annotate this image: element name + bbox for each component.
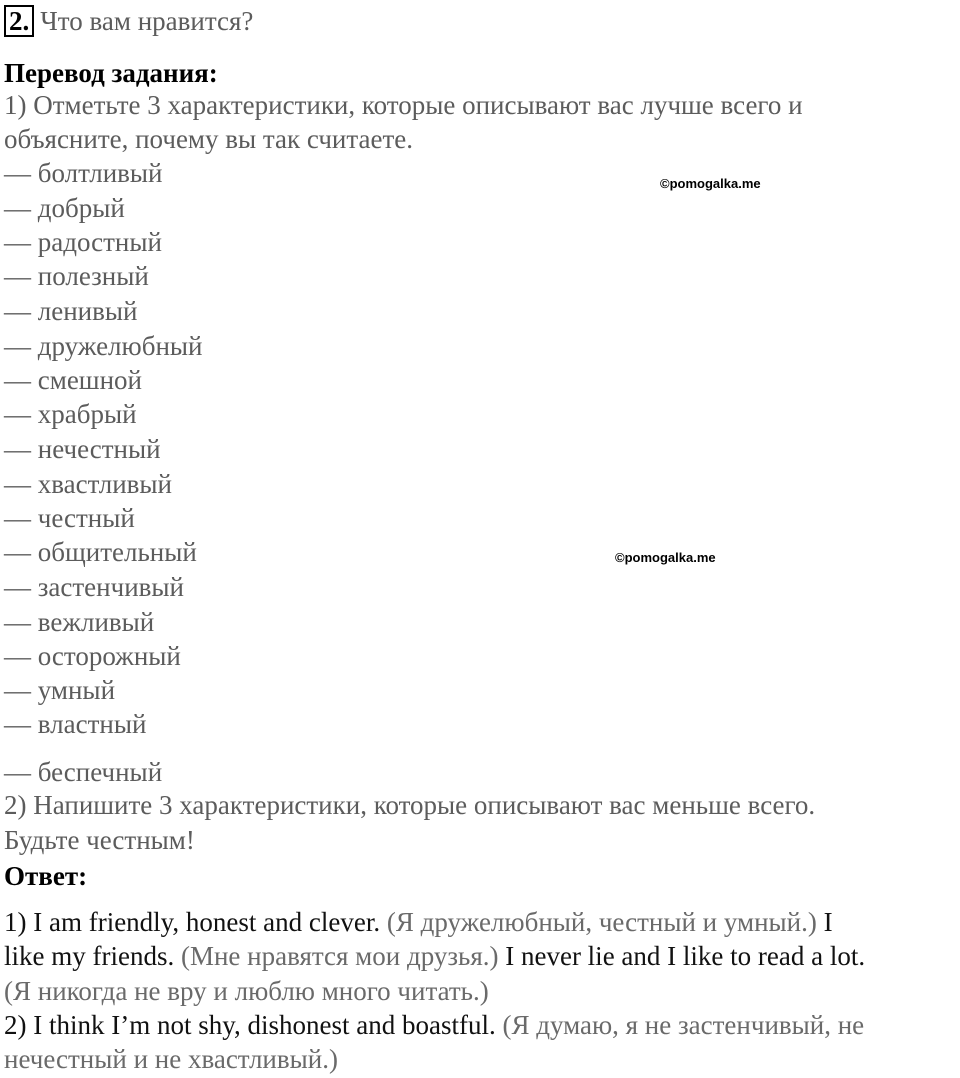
trait-item: — смешной: [4, 365, 142, 395]
answer-text: like my friends.: [4, 941, 175, 971]
answer-text: I never lie and I like to read a lot.: [505, 941, 866, 971]
trait-item: — честный: [4, 503, 135, 533]
answer-translation: (Я думаю, я не застенчивый, не: [502, 1010, 865, 1040]
trait-item: — застенчивый: [4, 572, 184, 602]
instruction-line: объясните, почему вы так считаете.: [4, 124, 413, 154]
trait-item: — умный: [4, 675, 116, 705]
answer-translation: нечестный и не хвастливый.): [4, 1044, 338, 1074]
answer-line: [4, 905, 833, 939]
instruction-line: 2) Напишите 3 характеристики, которые описывают вас меньше всего.: [4, 790, 816, 820]
answer-text: 2) I think I’m not shy, dishonest and boastful.: [4, 1010, 496, 1040]
instruction-line: 1) Отметьте 3 характеристики, которые описывают вас лучше всего и: [4, 90, 803, 120]
instruction-line: Будьте честным!: [4, 825, 195, 855]
trait-item: — нечестный: [4, 434, 161, 464]
trait-item: — хвастливый: [4, 469, 172, 499]
answer-heading: Ответ:: [4, 861, 88, 891]
trait-item: — ленивый: [4, 296, 138, 326]
watermark: ©pomogalka.me: [660, 176, 761, 191]
answer-translation: (Я дружелюбный, честный и умный.): [386, 907, 817, 937]
answer-text: I: [823, 907, 833, 937]
trait-item: — общительный: [4, 537, 197, 567]
trait-item: — дружелюбный: [4, 331, 203, 361]
answer-translation: (Мне нравятся мои друзья.): [180, 941, 499, 971]
task-title: Что вам нравится?: [40, 6, 254, 36]
trait-item: — властный: [4, 709, 147, 739]
trait-item: — добрый: [4, 193, 125, 223]
translation-heading: Перевод задания:: [4, 58, 218, 88]
answer-line: [4, 1008, 864, 1042]
answer-text: 1) I am friendly, honest and clever.: [4, 907, 381, 937]
watermark: ©pomogalka.me: [615, 550, 716, 565]
trait-item: — осторожный: [4, 641, 181, 671]
trait-item: — беспечный: [4, 757, 163, 787]
trait-item: — радостный: [4, 227, 162, 257]
trait-item: — храбрый: [4, 399, 137, 429]
trait-item: — полезный: [4, 261, 149, 291]
trait-item: — болтливый: [4, 158, 163, 188]
task-number: 2.: [4, 5, 34, 37]
answer-line: [4, 974, 489, 1008]
trait-item: — вежливый: [4, 607, 155, 637]
answer-line: [4, 1042, 338, 1076]
answer-translation: (Я никогда не вру и люблю много читать.): [4, 976, 489, 1006]
task-header: [4, 4, 253, 38]
answer-line: [4, 939, 865, 973]
